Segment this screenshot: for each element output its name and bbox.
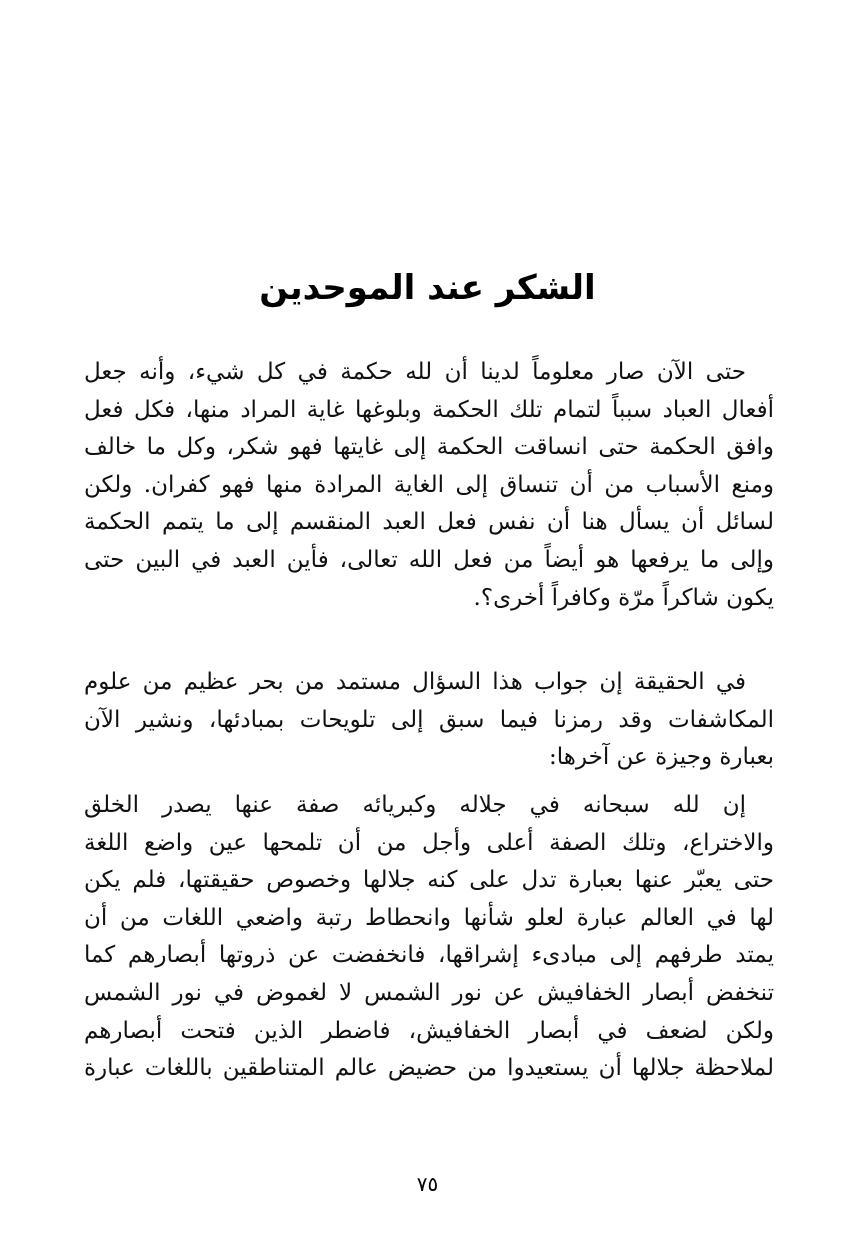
text-line: المكاشفات وقد رمزنا فيما سبق إلى تلويحات بمبادئها، ونشير الآن xyxy=(84,706,774,733)
text-line: تنخفض أبصار الخفافيش عن نور الشمس لا لغموض في نور الشمس xyxy=(84,979,774,1006)
page-number: ٧٥ xyxy=(416,1172,439,1196)
text-line: يمتد طرفهم إلى مبادىء إشراقها، فانخفضت عن ذروتها أبصارهم كما xyxy=(84,942,774,969)
text-line: ومنع الأسباب من أن تنساق إلى الغاية المرادة منها فهو كفران. ولكن xyxy=(84,471,774,498)
text-line: وإلى ما يرفعها هو أيضاً من فعل الله تعالى، فأين العبد في البين حتى xyxy=(84,546,774,573)
paragraph-2 xyxy=(84,664,774,777)
paragraph-1 xyxy=(84,354,774,617)
text-line: لها في العالم عبارة لعلو شأنها وانحطاط رتبة واضعي اللغات من أن xyxy=(84,904,774,931)
text-line: بعبارة وجيزة عن آخرها: xyxy=(549,744,774,771)
text-line: حتى الآن صار معلوماً لدينا أن لله حكمة في كل شيء، وأنه جعل xyxy=(84,359,746,385)
text-line: والاختراع، وتلك الصفة أعلى وأجل من أن تلمحها عين واضع اللغة xyxy=(84,829,774,856)
text-line: لسائل أن يسأل هنا أن نفس فعل العبد المنقسم إلى ما يتمم الحكمة xyxy=(84,509,774,536)
text-line: لملاحظة جلالها أن يستعيدوا من حضيض عالم المتناطقين باللغات عبارة xyxy=(84,1055,774,1082)
chapter-title: الشكر عند الموحدين xyxy=(259,267,596,308)
text-line: ولكن لضعف في أبصار الخفافيش، فاضطر الذين فتحت أبصارهم xyxy=(84,1017,774,1044)
text-line: يكون شاكراً مرّة وكافراً أخرى؟. xyxy=(473,584,774,611)
paragraph-3 xyxy=(84,787,774,1088)
text-line: وافق الحكمة حتى انساقت الحكمة إلى غايتها فهو شكر، وكل ما خالف xyxy=(84,434,774,461)
text-line: في الحقيقة إن جواب هذا السؤال مستمد من بحر عظيم من علوم xyxy=(84,669,746,695)
text-line: أفعال العباد سبباً لتمام تلك الحكمة وبلوغها غاية المراد منها، فكل فعل xyxy=(84,396,774,423)
text-line: حتى يعبّر عنها بعبارة تدل على كنه جلالها وخصوص حقيقتها، فلم يكن xyxy=(84,867,774,894)
text-line: إن لله سبحانه في جلاله وكبريائه صفة عنها يصدر الخلق xyxy=(84,792,746,818)
